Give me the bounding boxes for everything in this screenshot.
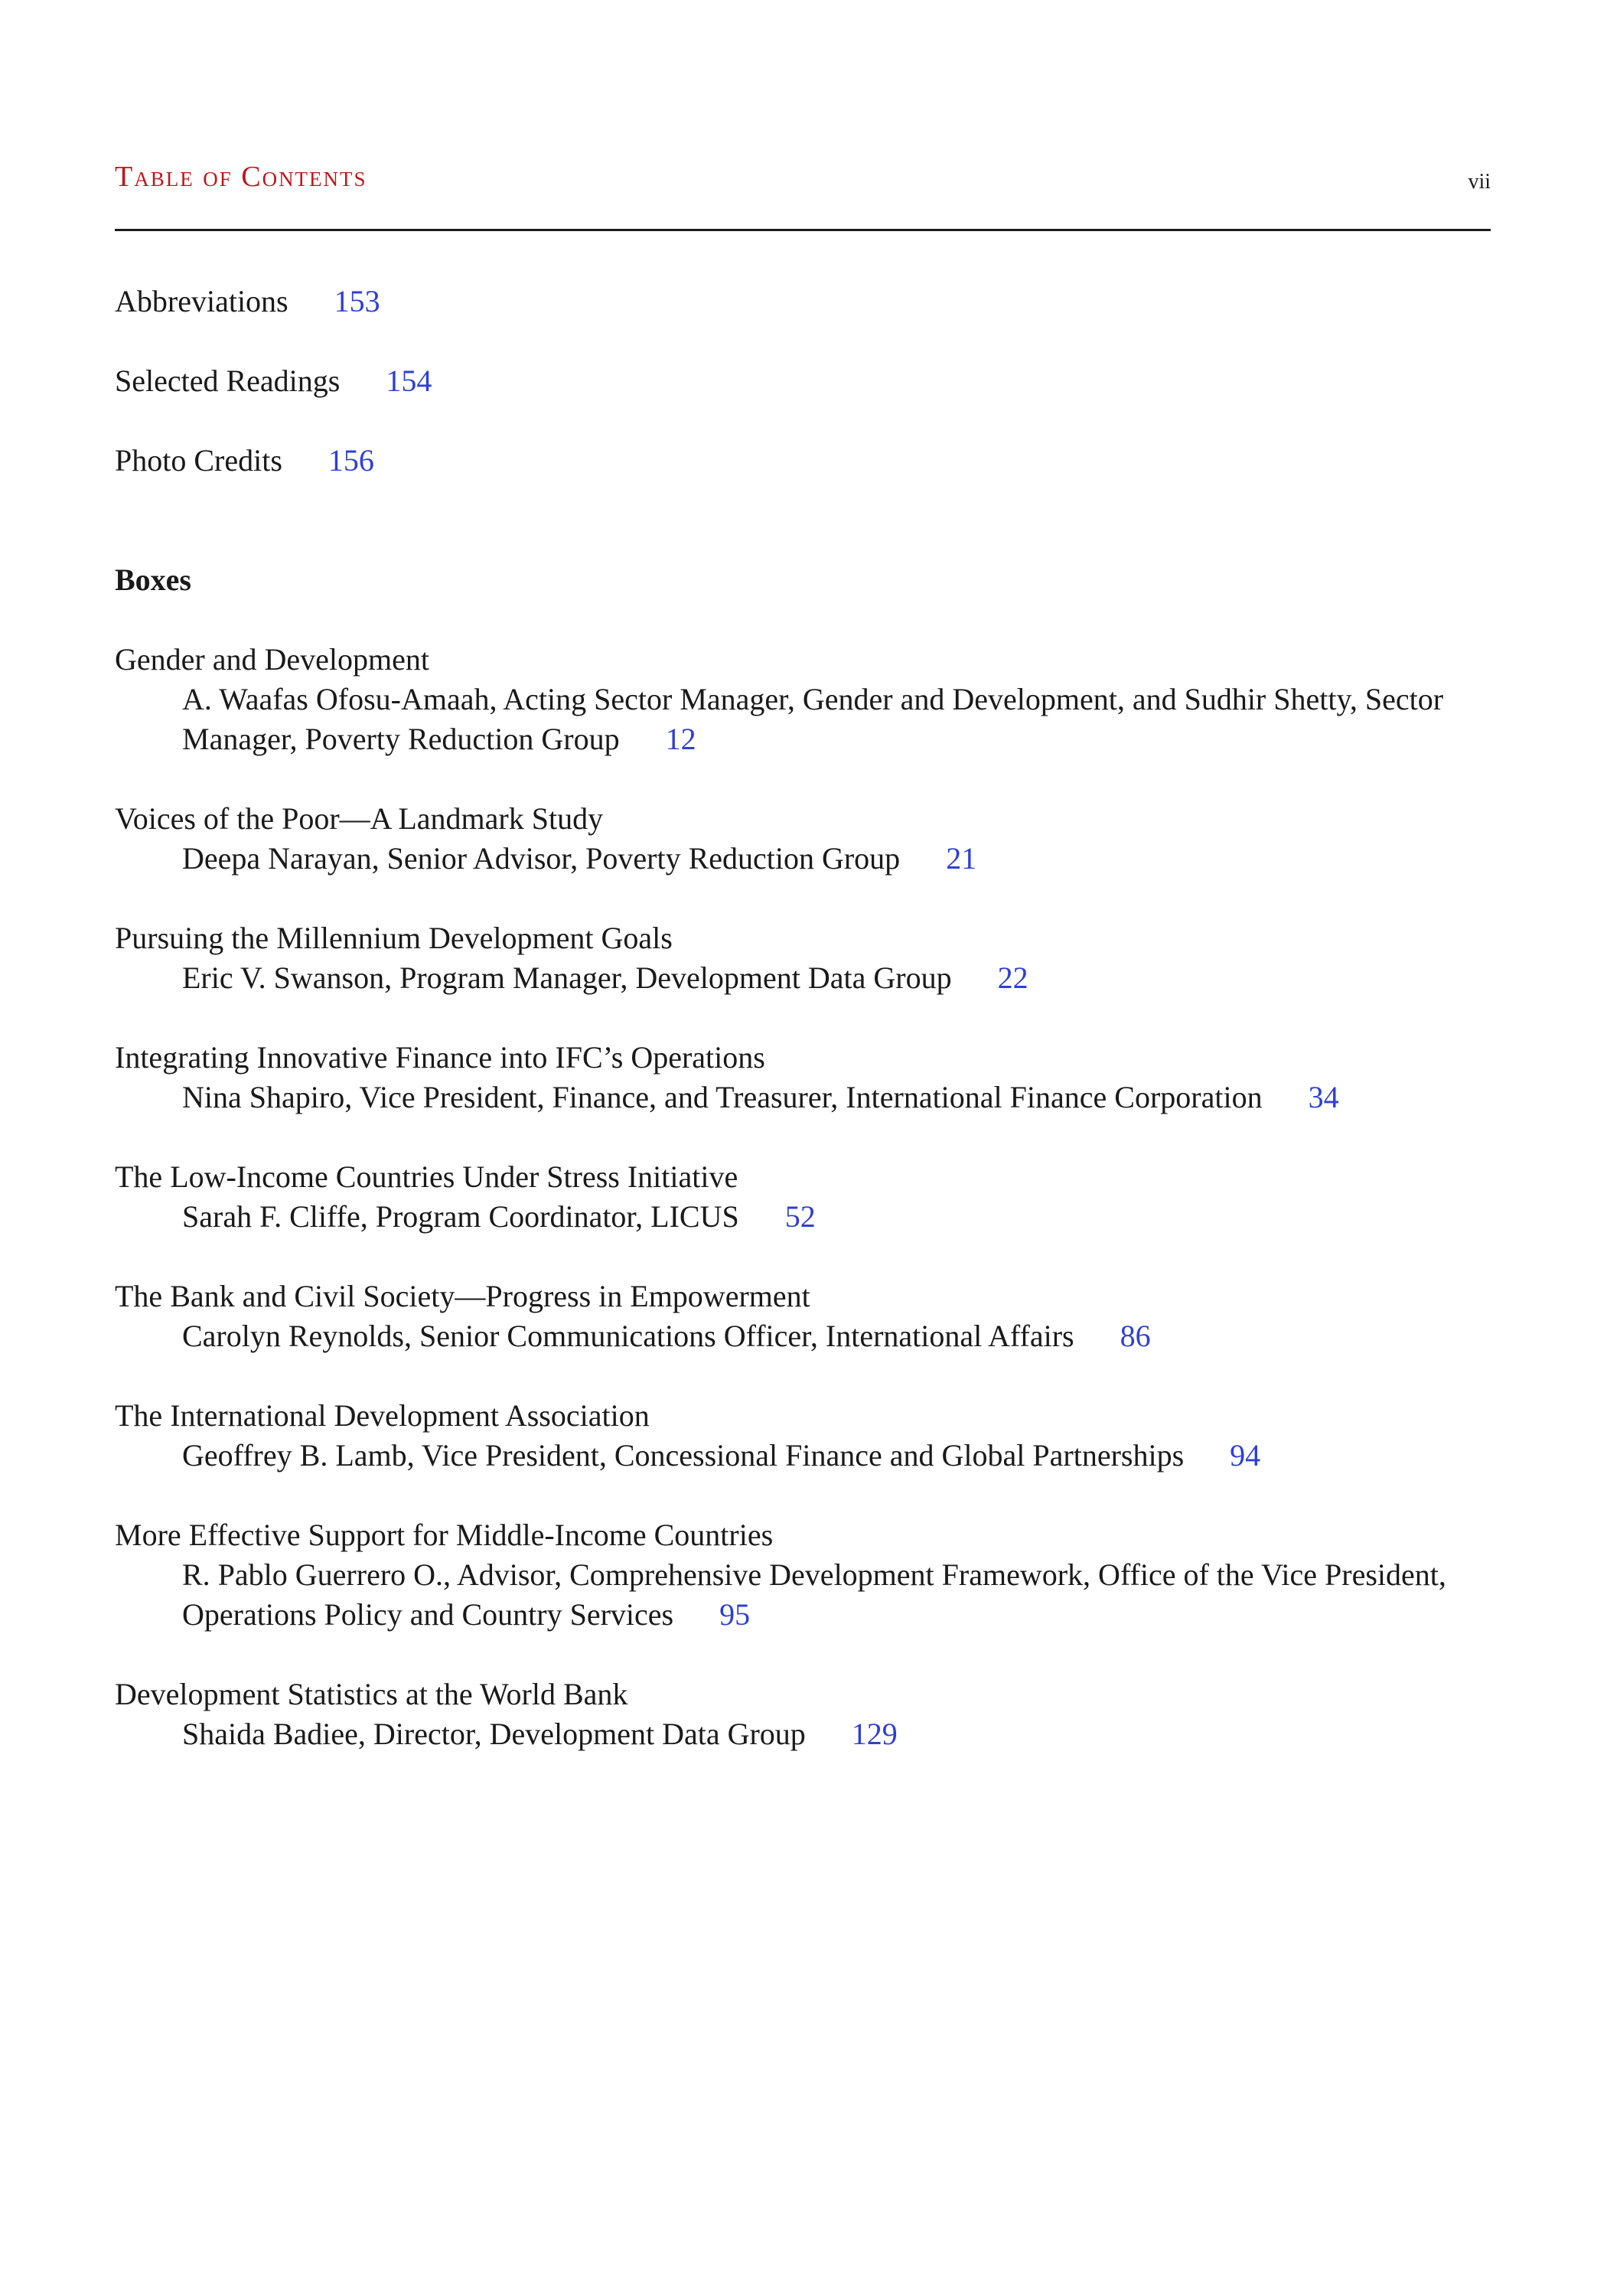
toc-page-link[interactable]: 94	[1230, 1438, 1261, 1473]
box-author: Geoffrey B. Lamb, Vice President, Concessional Finance and Global Partnerships	[182, 1438, 1185, 1473]
toc-page-link[interactable]: 34	[1308, 1080, 1339, 1114]
toc-entry-title: Photo Credits	[115, 443, 282, 478]
toc-entry-photo-credits	[115, 441, 1491, 481]
toc-page-link[interactable]: 95	[719, 1597, 751, 1632]
toc-page-link[interactable]: 86	[1120, 1319, 1151, 1353]
toc-entry-title: Abbreviations	[115, 284, 288, 318]
boxes-heading: Boxes	[115, 563, 191, 597]
box-author: Nina Shapiro, Vice President, Finance, and Treasurer, International Finance Corporation	[182, 1080, 1263, 1114]
box-entry	[115, 640, 1491, 759]
box-author: Eric V. Swanson, Program Manager, Development Data Group	[182, 960, 952, 995]
box-author-line	[115, 958, 1491, 998]
box-author: Sarah F. Cliffe, Program Coordinator, LICUS	[182, 1199, 739, 1234]
toc-page-link[interactable]: 12	[665, 722, 696, 756]
box-author-line	[115, 1436, 1491, 1476]
toc-page-link[interactable]: 21	[946, 841, 977, 876]
box-author-line	[115, 1555, 1491, 1635]
box-author-line	[115, 1197, 1491, 1237]
toc-page-link[interactable]: 52	[784, 1199, 816, 1234]
box-author: Shaida Badiee, Director, Development Data Group	[182, 1717, 806, 1751]
running-head-title: Table of Contents	[115, 161, 367, 193]
box-entry	[115, 799, 1491, 879]
box-author-line	[115, 680, 1491, 759]
box-author-line	[115, 1078, 1491, 1117]
box-title: The Low-Income Countries Under Stress Initiative	[115, 1159, 738, 1194]
box-entry	[115, 1396, 1491, 1476]
box-title: More Effective Support for Middle-Income Countries	[115, 1518, 774, 1552]
header-rule	[115, 229, 1491, 231]
box-author: A. Waafas Ofosu-Amaah, Acting Sector Manager, Gender and Development, and Sudhir Shetty, Sector Manager, Poverty Reduction Group	[182, 682, 1444, 756]
box-title: Gender and Development	[115, 642, 429, 677]
box-author: R. Pablo Guerrero O., Advisor, Comprehensive Development Framework, Office of the Vice President, Operations Policy and Country Services	[182, 1557, 1446, 1632]
box-author-line	[115, 1714, 1491, 1754]
box-title: Development Statistics at the World Bank	[115, 1677, 628, 1711]
toc-page-link[interactable]: 154	[386, 364, 432, 398]
box-entry	[115, 1515, 1491, 1635]
toc-page-link[interactable]: 22	[997, 960, 1028, 995]
toc-entry-selected-readings	[115, 361, 1491, 401]
box-author: Carolyn Reynolds, Senior Communications Officer, International Affairs	[182, 1319, 1074, 1353]
box-title: The International Development Association	[115, 1398, 650, 1433]
toc-page-link[interactable]: 156	[328, 443, 374, 478]
box-author: Deepa Narayan, Senior Advisor, Poverty Reduction Group	[182, 841, 901, 876]
toc-entry-title: Selected Readings	[115, 364, 341, 398]
box-author-line	[115, 839, 1491, 879]
box-title: Integrating Innovative Finance into IFC’s Operations	[115, 1040, 765, 1075]
toc-entry-abbreviations	[115, 282, 1491, 321]
box-title: Voices of the Poor—A Landmark Study	[115, 801, 604, 836]
box-title: Pursuing the Millennium Development Goals	[115, 921, 673, 955]
box-entry	[115, 918, 1491, 998]
page-number-folio: vii	[1468, 170, 1491, 194]
box-entry	[115, 1038, 1491, 1117]
box-title: The Bank and Civil Society—Progress in Empowerment	[115, 1279, 810, 1313]
toc-content	[115, 282, 1491, 1794]
toc-page-link[interactable]: 153	[334, 284, 380, 318]
box-author-line	[115, 1316, 1491, 1356]
box-entry	[115, 1157, 1491, 1237]
toc-page-link[interactable]: 129	[851, 1717, 898, 1751]
box-entry	[115, 1277, 1491, 1356]
box-entry	[115, 1675, 1491, 1754]
